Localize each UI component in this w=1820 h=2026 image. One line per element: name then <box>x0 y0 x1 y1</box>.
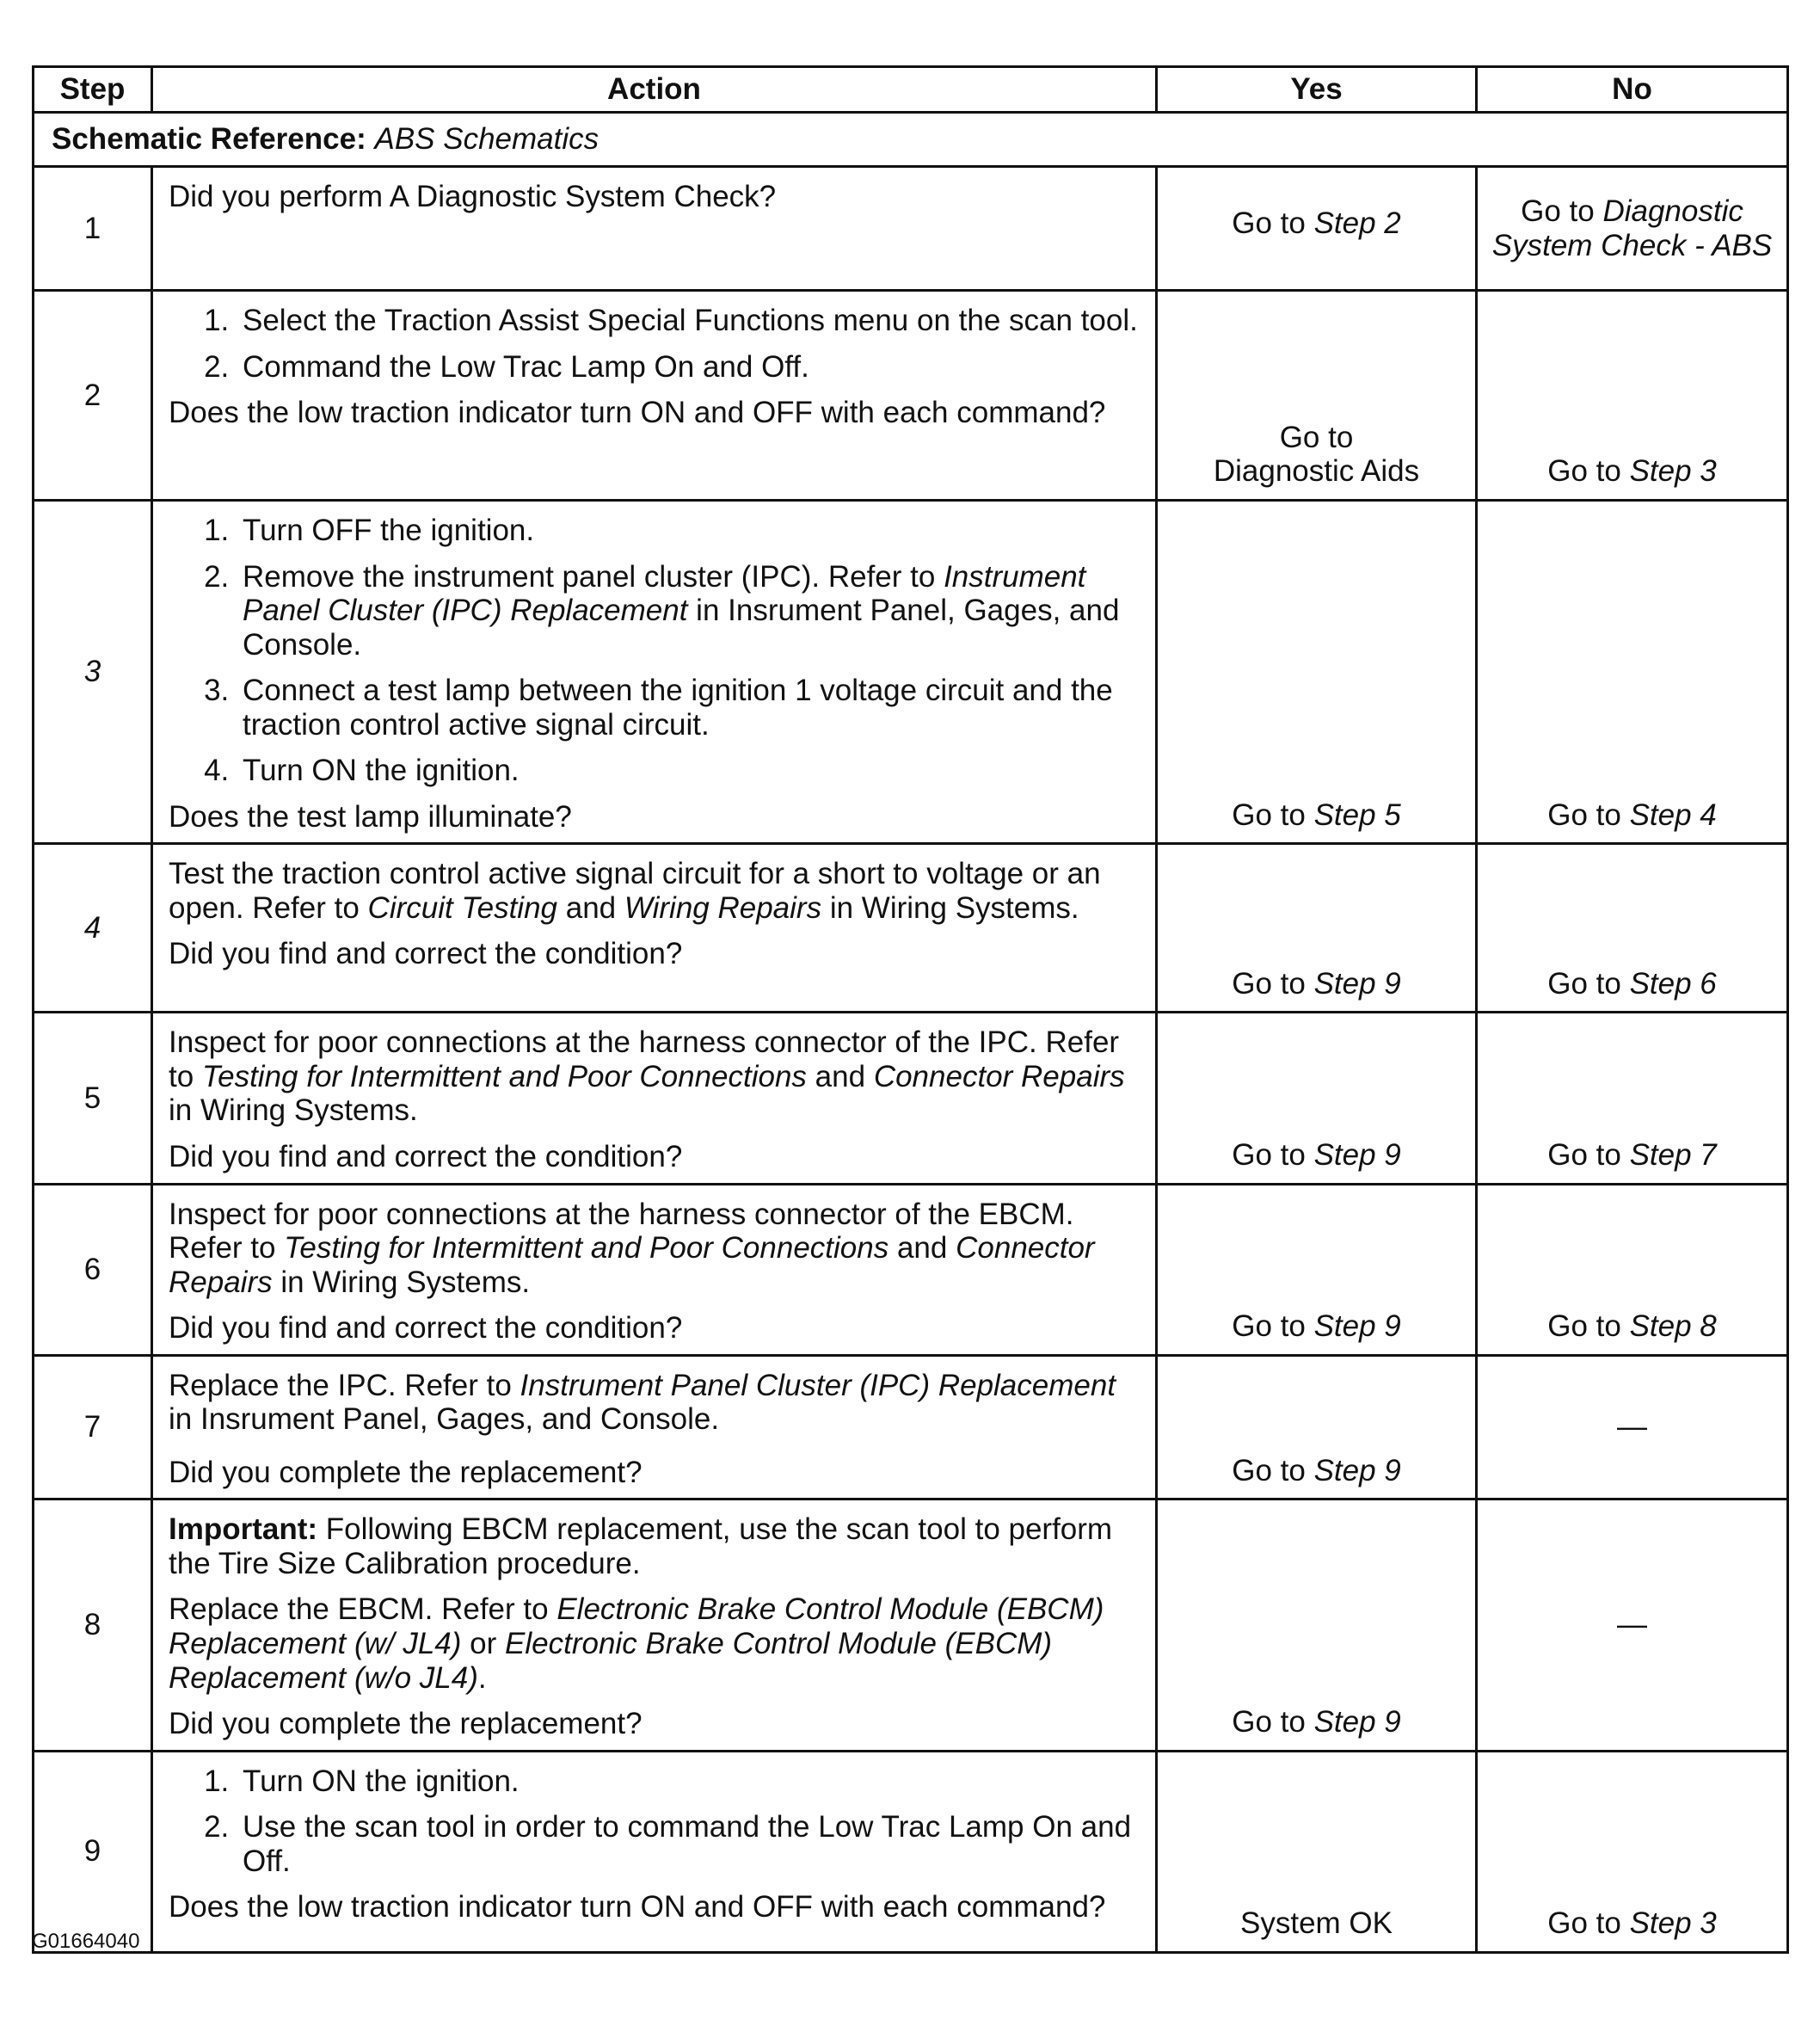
schematic-reference <box>34 113 1788 167</box>
schematic-reference-link[interactable]: ABS Schematics <box>374 122 599 157</box>
yes-cell <box>1157 1184 1477 1355</box>
yes-step-link[interactable]: Step 9 <box>1313 1309 1401 1344</box>
reference-link[interactable]: Testing for Intermittent and Poor Connections <box>284 1231 889 1265</box>
action-text: Replace the EBCM. Refer to Electronic Brake Control Module (EBCM) Replacement (w/ JL4) or Electronic Brake Control Module (EBCM) Replacement (w/o JL4). <box>169 1592 1104 1695</box>
yes-prefix: Go to <box>1232 1309 1306 1344</box>
yes-step-link[interactable]: Step 9 <box>1313 1705 1401 1740</box>
yes-cell <box>1157 1751 1477 1952</box>
yes-step-link[interactable]: Step 9 <box>1313 1138 1401 1173</box>
action-cell <box>152 1184 1157 1355</box>
yes-cell <box>1157 501 1477 844</box>
action-cell <box>152 291 1157 501</box>
yes-cell <box>1157 1499 1477 1751</box>
action-question: Did you complete the replacement? <box>169 1455 643 1489</box>
yes-prefix: Go to <box>1232 1453 1306 1487</box>
no-step-link[interactable]: Step 8 <box>1629 1309 1717 1344</box>
schematic-reference-row <box>34 113 1788 167</box>
no-cell <box>1477 501 1788 844</box>
yes-step-link[interactable]: Step 9 <box>1313 966 1401 1001</box>
reference-link[interactable]: Connector Repairs <box>169 1231 1095 1299</box>
reference-link[interactable]: Electronic Brake Control Module (EBCM) Replacement (w/ JL4) <box>169 1592 1104 1661</box>
no-cell <box>1477 291 1788 501</box>
no-cell <box>1477 167 1788 291</box>
action-question: Does the low traction indicator turn ON and OFF with each command? <box>169 396 1106 430</box>
step-number: 1 <box>34 167 152 291</box>
action-question: Did you complete the replacement? <box>169 1707 643 1741</box>
yes-prefix: Go to <box>1279 420 1354 454</box>
table-row <box>34 1013 1788 1184</box>
yes-result: System OK <box>1240 1906 1393 1941</box>
list-item: 2. Remove the instrument panel cluster (IPC). Refer to Instrument Panel Cluster (IPC) Replacement in Insrument Panel, Gages, and Console. <box>237 560 1138 662</box>
no-step-link[interactable]: Step 4 <box>1629 797 1717 832</box>
step-number: 4 <box>34 844 152 1013</box>
reference-link[interactable]: Circuit Testing <box>367 890 558 925</box>
yes-prefix: Go to <box>1232 797 1306 832</box>
reference-link[interactable]: Testing for Intermittent and Poor Connections <box>201 1059 807 1093</box>
figure-id: G01664040 <box>32 1930 140 1953</box>
table-header-row <box>34 67 1788 113</box>
action-cell <box>152 1751 1157 1952</box>
no-prefix: Go to <box>1547 1138 1621 1173</box>
no-cell <box>1477 1751 1788 1952</box>
list-item: 1. Turn OFF the ignition. <box>237 514 1138 548</box>
action-list <box>169 304 1138 384</box>
no-dash: — <box>1617 1608 1647 1642</box>
step-number: 3 <box>34 501 152 844</box>
reference-link[interactable]: Connector Repairs <box>873 1059 1125 1093</box>
no-prefix: Go to <box>1547 1309 1621 1344</box>
action-cell <box>152 1013 1157 1184</box>
yes-cell <box>1157 1355 1477 1499</box>
yes-step-link[interactable]: Step 2 <box>1313 206 1401 240</box>
action-list <box>169 1764 1138 1879</box>
step-number: 5 <box>34 1013 152 1184</box>
action-text: Did you perform A Diagnostic System Check? <box>169 180 777 213</box>
table-row <box>34 167 1788 291</box>
yes-prefix: Go to <box>1232 1705 1306 1740</box>
list-item: 1. Select the Traction Assist Special Functions menu on the scan tool. <box>237 304 1138 338</box>
yes-step-link[interactable]: Step 5 <box>1313 797 1401 832</box>
yes-cell <box>1157 167 1477 291</box>
table-row <box>34 291 1788 501</box>
yes-prefix: Go to <box>1232 206 1306 240</box>
action-text: Test the traction control active signal circuit for a short to voltage or an open. Refer to Circuit Testing and Wiring Repairs in Wiring Systems. <box>169 857 1101 925</box>
step-number: 2 <box>34 291 152 501</box>
yes-cell <box>1157 1013 1477 1184</box>
no-prefix: Go to <box>1547 797 1621 832</box>
header-action: Action <box>152 67 1157 113</box>
schematic-reference-label: Schematic Reference: <box>52 122 366 157</box>
no-step-link[interactable]: Step 3 <box>1629 454 1717 489</box>
list-item: 4. Turn ON the ignition. <box>237 754 1138 788</box>
action-text: Inspect for poor connections at the harness connector of the EBCM. Refer to Testing for Intermittent and Poor Connections and Connector Repairs in Wiring Systems. <box>169 1197 1095 1299</box>
no-step-link[interactable]: Step 7 <box>1629 1138 1717 1173</box>
reference-link[interactable]: Instrument Panel Cluster (IPC) Replacement <box>520 1368 1116 1402</box>
action-list <box>169 514 1138 788</box>
table-row <box>34 1751 1788 1952</box>
no-cell <box>1477 1184 1788 1355</box>
action-cell <box>152 1355 1157 1499</box>
no-prefix: Go to <box>1521 194 1595 228</box>
reference-link[interactable]: Instrument Panel Cluster (IPC) Replacement <box>243 559 1086 628</box>
list-item: 1. Turn ON the ignition. <box>237 1764 1138 1799</box>
no-step-link[interactable]: Step 3 <box>1629 1906 1717 1941</box>
step-number: 9 <box>34 1751 152 1952</box>
no-dash: — <box>1617 1410 1647 1444</box>
table-row <box>34 501 1788 844</box>
no-prefix: Go to <box>1547 966 1621 1001</box>
action-cell <box>152 501 1157 844</box>
list-item: 3. Connect a test lamp between the ignition 1 voltage circuit and the traction control active signal circuit. <box>237 674 1138 742</box>
yes-cell <box>1157 291 1477 501</box>
yes-prefix: Go to <box>1232 1138 1306 1173</box>
action-question: Did you find and correct the condition? <box>169 937 683 971</box>
action-text: Inspect for poor connections at the harness connector of the IPC. Refer to Testing for Intermittent and Poor Connections and Connector Repairs in Wiring Systems. <box>169 1025 1125 1128</box>
action-question: Does the low traction indicator turn ON and OFF with each command? <box>169 1890 1106 1924</box>
important-label: Important: <box>169 1512 318 1547</box>
table-row <box>34 1184 1788 1355</box>
header-yes: Yes <box>1157 67 1477 113</box>
action-text: Replace the IPC. Refer to Instrument Panel Cluster (IPC) Replacement in Insrument Panel, Gages, and Console. <box>169 1368 1116 1437</box>
list-item: 2. Command the Low Trac Lamp On and Off. <box>237 350 1138 385</box>
no-step-link[interactable]: Step 6 <box>1629 966 1717 1001</box>
yes-diagnostic-aids-link[interactable]: Diagnostic Aids <box>1213 454 1420 489</box>
yes-step-link[interactable]: Step 9 <box>1313 1453 1401 1487</box>
step-number: 7 <box>34 1355 152 1499</box>
list-item: 2. Use the scan tool in order to command the Low Trac Lamp On and Off. <box>237 1810 1138 1878</box>
action-cell <box>152 1499 1157 1751</box>
action-question: Does the test lamp illuminate? <box>169 799 572 834</box>
table-row <box>34 1499 1788 1751</box>
action-question: Did you find and correct the condition? <box>169 1311 683 1346</box>
reference-link[interactable]: Electronic Brake Control Module (EBCM) Replacement (w/o JL4) <box>169 1627 1053 1695</box>
reference-link[interactable]: Wiring Repairs <box>624 890 822 925</box>
no-cell <box>1477 1499 1788 1751</box>
step-number: 6 <box>34 1184 152 1355</box>
table-row <box>34 1355 1788 1499</box>
no-cell <box>1477 1013 1788 1184</box>
header-step: Step <box>34 67 152 113</box>
table-row <box>34 844 1788 1013</box>
important-note: Important: Following EBCM replacement, use the scan tool to perform the Tire Size Calibration procedure. <box>169 1512 1113 1580</box>
no-cell <box>1477 844 1788 1013</box>
action-cell <box>152 844 1157 1013</box>
no-step-link[interactable]: Diagnostic System Check - ABS <box>1491 194 1773 262</box>
action-cell <box>152 167 1157 291</box>
yes-prefix: Go to <box>1232 966 1306 1001</box>
header-no: No <box>1477 67 1788 113</box>
step-number: 8 <box>34 1499 152 1751</box>
no-cell <box>1477 1355 1788 1499</box>
no-prefix: Go to <box>1547 454 1621 489</box>
action-question: Did you find and correct the condition? <box>169 1140 683 1174</box>
no-prefix: Go to <box>1547 1906 1621 1941</box>
diagnostic-table <box>32 65 1789 1954</box>
yes-cell <box>1157 844 1477 1013</box>
